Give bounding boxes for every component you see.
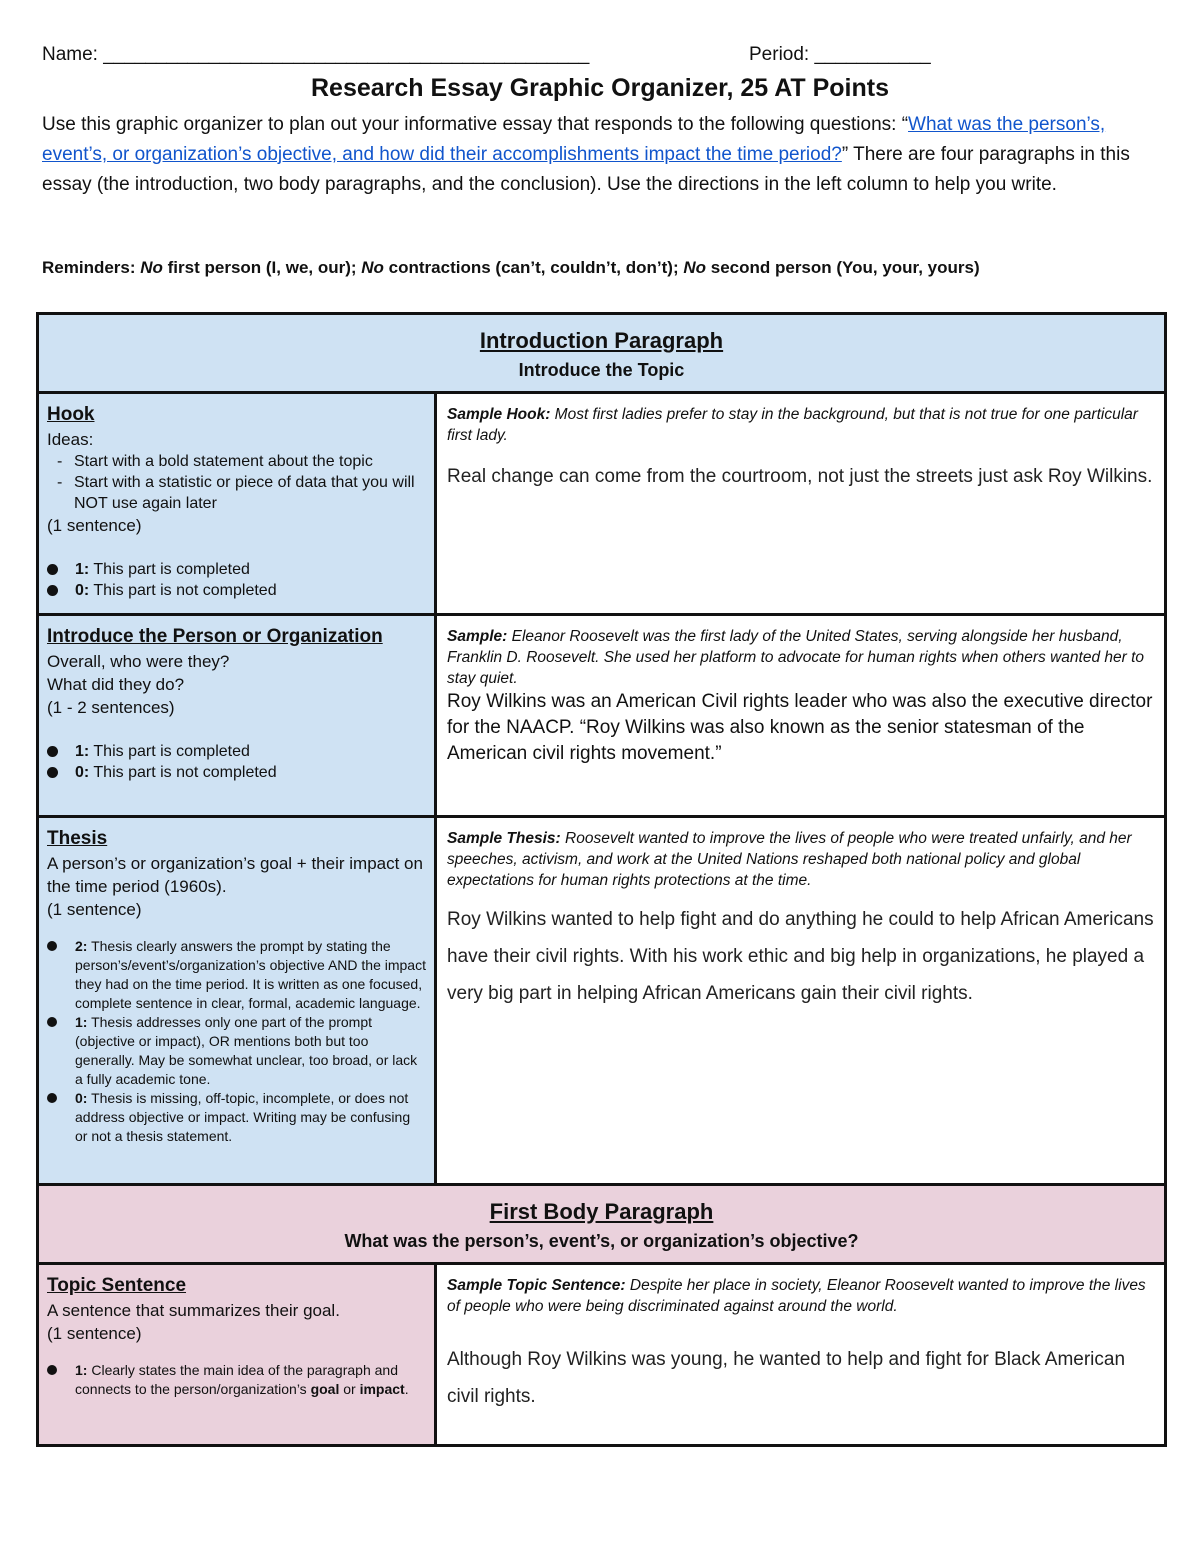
instructions-text-b: ” There are four paragraphs in this essay (the introduction, two body paragraphs, and the conclusion). Use the directions in the left column to help you write. — [42, 144, 1130, 195]
hook-rubric-1 — [47, 559, 426, 580]
rubric-score: 1: — [75, 1362, 88, 1378]
person-question-1: Overall, who were they? — [47, 652, 230, 671]
topic-sentence-count: (1 sentence) — [47, 1324, 142, 1343]
hook-response[interactable]: Real change can come from the courtroom, not just the streets just ask Roy Wilkins. — [447, 466, 1153, 487]
prompt-question-link[interactable]: What was the person’s, event’s, or organization’s objective, and how did their accomplishments impact the time period? — [42, 114, 1106, 165]
thesis-sentence-count: (1 sentence) — [47, 900, 142, 919]
hook-response-cell[interactable] — [436, 393, 1166, 615]
rubric-goal: goal — [310, 1381, 340, 1397]
person-rubric-0 — [47, 762, 426, 783]
hook-rubric — [47, 559, 426, 601]
topic-sentence-sample — [447, 1275, 1154, 1317]
intro-section-header — [38, 314, 1166, 393]
rubric-text: This part is not completed — [89, 764, 277, 781]
reminder-second-person: second person (You, your, yours) — [706, 258, 980, 277]
person-response[interactable]: Roy Wilkins was an American Civil rights leader who was also the executive director for the NAACP. “Roy Wilkins was also known as the senior statesman of the American civil rights movement.” — [447, 691, 1153, 764]
thesis-rubric — [47, 937, 426, 1146]
person-response-cell[interactable] — [436, 615, 1166, 817]
reminders-label: Reminders: — [42, 258, 141, 277]
reminder-no-3: No — [683, 258, 707, 277]
instructions-text-a: Use this graphic organizer to plan out your informative essay that responds to the following questions: “ — [42, 114, 909, 135]
topic-sentence-title: Topic Sentence — [47, 1275, 187, 1296]
intro-section-subtitle: Introduce the Topic — [518, 359, 685, 380]
body1-section-header — [38, 1185, 1166, 1264]
rubric-text: Clearly states the main idea of the paragraph and connects to the person/organization’s — [75, 1362, 398, 1397]
topic-sentence-rubric — [47, 1361, 426, 1399]
hook-idea-1: - Start with a bold statement about the topic — [57, 451, 426, 472]
sample-label: Sample: — [447, 628, 508, 645]
topic-sentence-response[interactable]: Although Roy Wilkins was young, he wanted to help and fight for Black American civil rights. — [447, 1349, 1126, 1407]
rubric-end: . — [404, 1381, 409, 1397]
sample-text: Most first ladies prefer to stay in the background, but that is not true for one particular first lady. — [447, 406, 1138, 444]
thesis-row — [38, 817, 1166, 1185]
hook-row — [38, 393, 1166, 615]
person-sentence-count: (1 - 2 sentences) — [47, 698, 175, 717]
thesis-rubric-0 — [47, 1089, 426, 1146]
instructions — [42, 110, 1162, 200]
rubric-score: 0: — [75, 582, 90, 599]
reminders — [42, 258, 1162, 278]
thesis-instructions — [38, 817, 436, 1185]
rubric-text: This part is not completed — [89, 582, 277, 599]
thesis-description: A person’s or organization’s goal + their impact on the time period (1960s). — [47, 854, 423, 896]
header-line — [42, 44, 1158, 70]
intro-section-title: Introduction Paragraph — [479, 327, 724, 353]
hook-ideas-label: Ideas: — [47, 430, 94, 449]
body1-section-subtitle: What was the person’s, event’s, or organization’s objective? — [344, 1230, 859, 1251]
page-title: Research Essay Graphic Organizer, 25 AT Points — [310, 74, 889, 102]
hook-sample — [447, 404, 1154, 446]
rubric-impact: impact — [359, 1381, 405, 1397]
hook-rubric-0 — [47, 580, 426, 601]
person-instructions — [38, 615, 436, 817]
rubric-score: 0: — [75, 1090, 88, 1106]
reminder-first-person: first person (I, we, our); — [162, 258, 362, 277]
rubric-score: 1: — [75, 1014, 88, 1030]
topic-sentence-instructions — [38, 1264, 436, 1446]
rubric-score: 1: — [75, 743, 90, 760]
rubric-text: This part is completed — [89, 561, 250, 578]
person-row — [38, 615, 1166, 817]
topic-sentence-response-cell[interactable] — [436, 1264, 1166, 1446]
hook-sentence-count: (1 sentence) — [47, 516, 142, 535]
sample-label: Sample Thesis: — [447, 830, 561, 847]
person-title: Introduce the Person or Organization — [47, 626, 383, 647]
reminder-no-1: No — [140, 258, 163, 277]
hook-instructions — [38, 393, 436, 615]
sample-label: Sample Topic Sentence: — [447, 1277, 626, 1294]
thesis-response[interactable]: Roy Wilkins wanted to help fight and do anything he could to help African Americans have their civil rights. With his work ethic and big help in organizations, he played a very big part in helping African Americans gain their civil rights. — [447, 909, 1154, 1004]
rubric-score: 0: — [75, 764, 90, 781]
person-question-2: What did they do? — [47, 675, 185, 694]
person-sample — [447, 626, 1154, 689]
name-field[interactable]: Name: ______________________________________________ — [42, 44, 590, 65]
body1-section-title: First Body Paragraph — [489, 1198, 714, 1224]
sample-text: Despite her place in society, Eleanor Roosevelt wanted to improve the lives of people who were being discriminated against around the world. — [447, 1277, 1146, 1315]
reminder-contractions: contractions (can’t, couldn’t, don’t); — [383, 258, 684, 277]
topic-sentence-description: A sentence that summarizes their goal. — [47, 1301, 340, 1320]
hook-idea-2: - Start with a statistic or piece of data that you will NOT use again later — [57, 472, 426, 514]
body1-section-header-row — [38, 1185, 1166, 1264]
thesis-sample — [447, 828, 1154, 891]
person-rubric-1 — [47, 741, 426, 762]
rubric-text: Thesis addresses only one part of the prompt (objective or impact), OR mentions both but too generally. May be somewhat unclear, too broad, or lack a fully academic tone. — [75, 1014, 418, 1087]
graphic-organizer-table — [36, 312, 1167, 1447]
hook-ideas-list — [47, 451, 426, 514]
rubric-score: 1: — [75, 561, 90, 578]
person-rubric — [47, 741, 426, 783]
rubric-text: This part is completed — [89, 743, 250, 760]
period-field[interactable]: Period: ___________ — [749, 44, 931, 65]
hook-title: Hook — [47, 404, 95, 425]
reminder-no-2: No — [361, 258, 384, 277]
thesis-rubric-1 — [47, 1013, 426, 1089]
sample-text: Eleanor Roosevelt was the first lady of the United States, serving alongside her husband, Franklin D. Roosevelt. She used her platform to advocate for human rights when others wanted her to stay quiet. — [447, 628, 1145, 687]
rubric-or: or — [339, 1381, 360, 1397]
sample-label: Sample Hook: — [447, 406, 551, 423]
rubric-text: Thesis is missing, off-topic, incomplete, or does not address objective or impact. Writing may be confusing or not a thesis statement. — [75, 1090, 411, 1144]
thesis-response-cell[interactable] — [436, 817, 1166, 1185]
sample-text: Roosevelt wanted to improve the lives of people who were treated unfairly, and her speeches, activism, and work at the United Nations reshaped both national policy and global expectations for human rights protections at the time. — [447, 830, 1132, 889]
rubric-score: 2: — [75, 938, 88, 954]
topic-rubric-1 — [47, 1361, 426, 1399]
topic-sentence-row — [38, 1264, 1166, 1446]
rubric-text: Thesis clearly answers the prompt by stating the person’s/event’s/organization’s objective AND the impact they had on the time period. It is written as one focused, complete sentence in clear, formal, academic language. — [75, 938, 426, 1011]
intro-section-header-row — [38, 314, 1166, 393]
thesis-title: Thesis — [47, 828, 108, 849]
thesis-rubric-2 — [47, 937, 426, 1013]
